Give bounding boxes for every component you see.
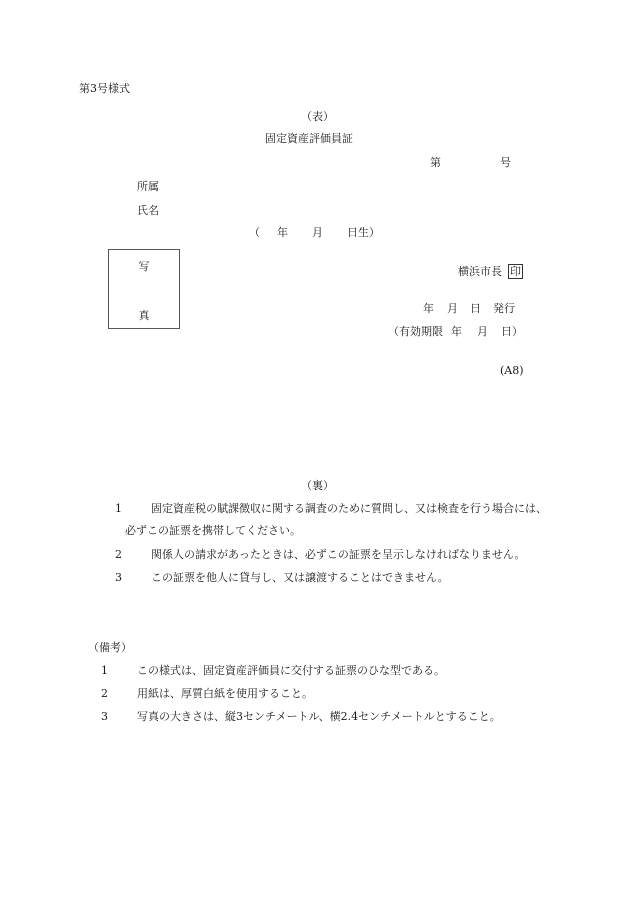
card-title: 固定資産評価員証	[265, 132, 353, 145]
item-text: 写真の大きさは、縦3センチメートル、横2.4センチメートルとすること。	[137, 710, 501, 723]
birth-year: 年	[277, 226, 288, 239]
remark-item-2	[101, 687, 313, 701]
front-side-label: （表）	[301, 110, 334, 123]
seal-mark: 印	[510, 265, 521, 278]
photo-label-top: 写	[138, 260, 150, 273]
back-item-1	[115, 502, 547, 516]
back-item-3	[115, 571, 449, 585]
issue-day: 日	[470, 302, 481, 315]
item-number: 1	[101, 664, 108, 677]
item-number: 3	[101, 710, 108, 723]
item-text: この様式は、固定資産評価員に交付する証票のひな型である。	[137, 664, 445, 677]
issuer: 横浜市長	[458, 265, 502, 278]
validity-month: 月	[477, 325, 488, 338]
photo-box	[108, 249, 180, 329]
back-item-1-cont: 必ずこの証票を携帯してください。	[125, 524, 301, 537]
birth-open: （	[249, 226, 260, 239]
validity-day: 日）	[501, 325, 523, 338]
item-text: この証票を他人に貸与し、又は譲渡することはできません。	[151, 571, 449, 584]
item-number: 1	[115, 502, 122, 515]
affiliation-label: 所属	[137, 180, 159, 193]
issue-year: 年	[423, 302, 434, 315]
issue-month: 月	[447, 302, 458, 315]
serial-suffix: 号	[500, 156, 511, 169]
remark-item-3	[101, 710, 501, 724]
issuer-line	[458, 264, 523, 279]
photo-label-bottom: 真	[138, 309, 150, 322]
form-number: 第3号様式	[79, 82, 130, 95]
remarks-label: （備考）	[88, 641, 132, 654]
item-number: 2	[115, 548, 122, 561]
validity-open: （有効期限	[388, 325, 443, 338]
item-text: 関係人の請求があったときは、必ずこの証票を呈示しなければなりません。	[151, 548, 526, 561]
name-label: 氏名	[137, 204, 159, 217]
back-item-2	[115, 548, 526, 562]
item-number: 3	[115, 571, 122, 584]
birth-day: 日生）	[347, 226, 380, 239]
card-size: (A8)	[500, 364, 524, 377]
validity-year: 年	[451, 325, 462, 338]
back-side-label: （裏）	[301, 479, 334, 492]
serial-prefix: 第	[430, 156, 441, 169]
issue-label: 発行	[493, 302, 515, 315]
item-text: 用紙は、厚質白紙を使用すること。	[137, 687, 313, 700]
birth-month: 月	[312, 226, 323, 239]
item-number: 2	[101, 687, 108, 700]
item-text: 固定資産税の賦課徴収に関する調査のために質問し、又は検査を行う場合には、	[151, 502, 547, 515]
remark-item-1	[101, 664, 445, 678]
